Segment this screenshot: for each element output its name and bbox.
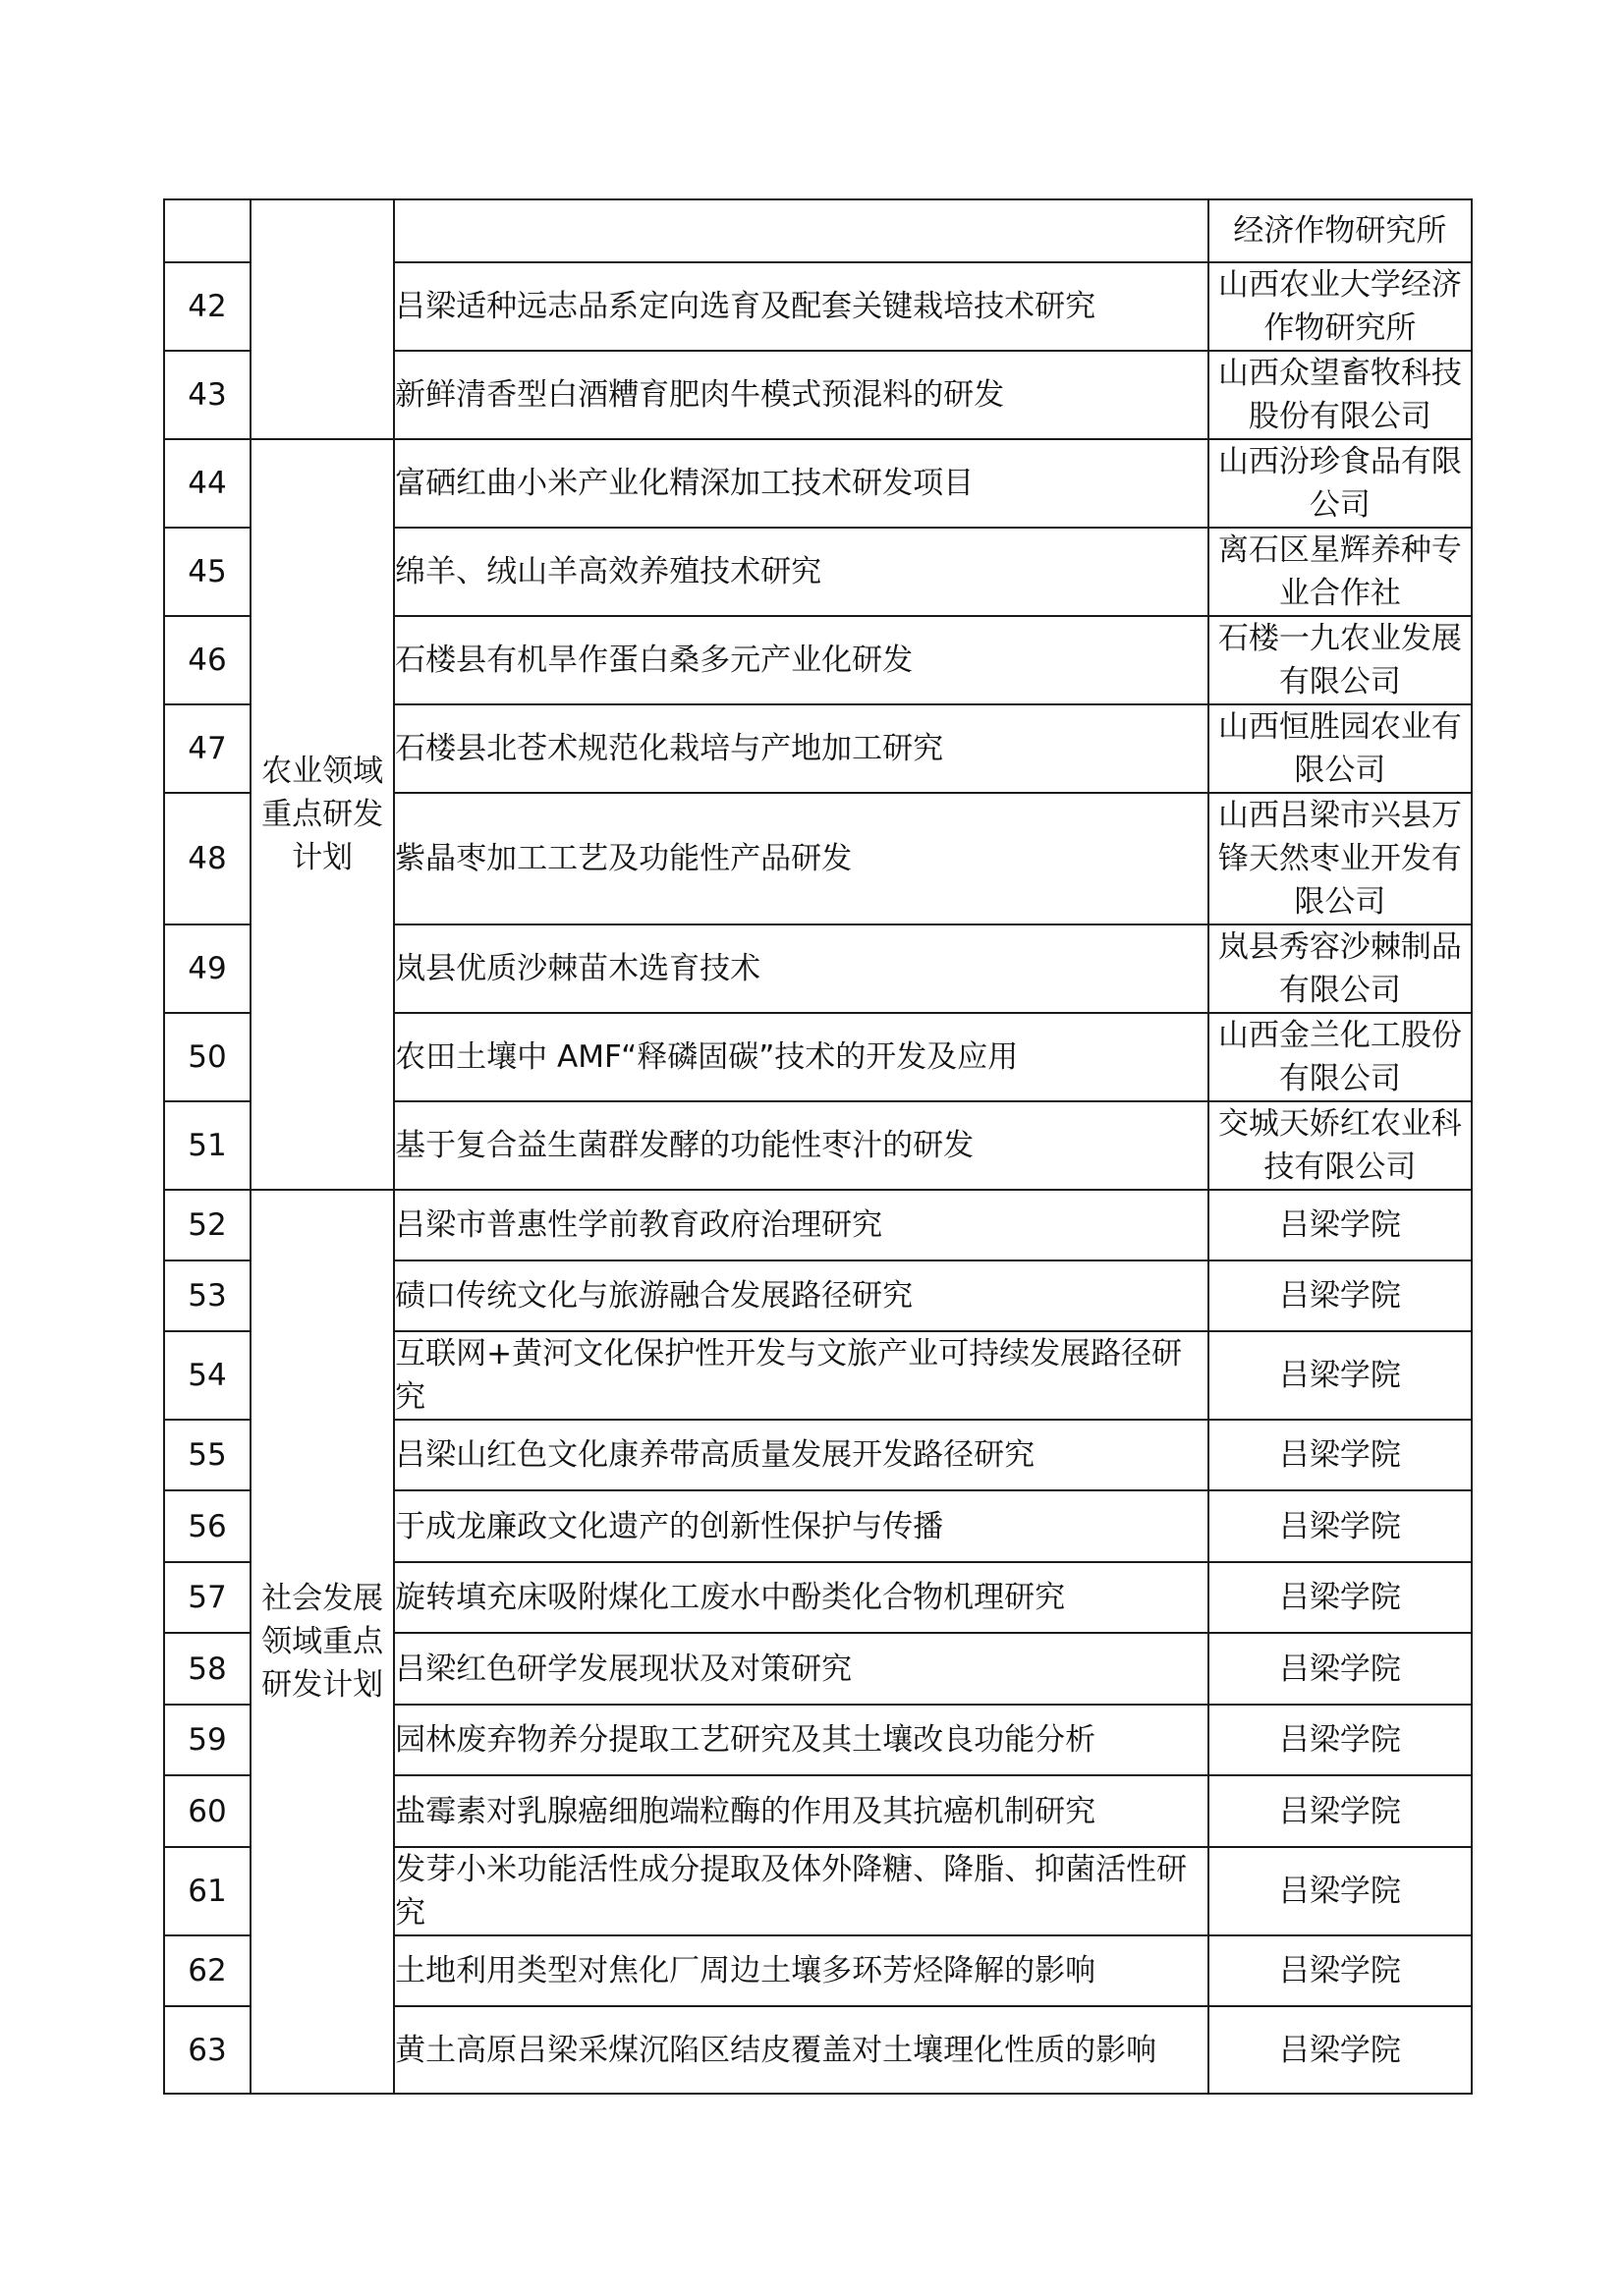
unit-name: 吕梁学院	[1208, 1775, 1472, 1847]
row-number: 54	[164, 1331, 251, 1420]
project-name: 吕梁红色研学发展现状及对策研究	[394, 1633, 1208, 1705]
category-cell	[251, 439, 394, 1190]
unit-name: 经济作物研究所	[1208, 199, 1472, 262]
row-number: 62	[164, 1935, 251, 2006]
project-name: 基于复合益生菌群发酵的功能性枣汁的研发	[394, 1101, 1208, 1190]
row-number: 56	[164, 1490, 251, 1562]
row-number: 51	[164, 1101, 251, 1190]
unit-name: 吕梁学院	[1208, 1260, 1472, 1331]
row-number: 60	[164, 1775, 251, 1847]
row-number: 43	[164, 351, 251, 439]
project-name: 吕梁市普惠性学前教育政府治理研究	[394, 1190, 1208, 1260]
project-name: 盐霉素对乳腺癌细胞端粒酶的作用及其抗癌机制研究	[394, 1775, 1208, 1847]
project-name: 新鲜清香型白酒糟育肥肉牛模式预混料的研发	[394, 351, 1208, 439]
project-name	[394, 199, 1208, 262]
row-number: 57	[164, 1562, 251, 1633]
unit-name: 岚县秀容沙棘制品有限公司	[1208, 924, 1472, 1013]
project-name: 岚县优质沙棘苗木选育技术	[394, 924, 1208, 1013]
project-name: 石楼县有机旱作蛋白桑多元产业化研发	[394, 616, 1208, 704]
project-name: 发芽小米功能活性成分提取及体外降糖、降脂、抑菌活性研究	[394, 1847, 1208, 1935]
unit-name: 山西金兰化工股份有限公司	[1208, 1013, 1472, 1101]
row-number: 58	[164, 1633, 251, 1705]
row-number: 63	[164, 2006, 251, 2094]
unit-name: 吕梁学院	[1208, 1562, 1472, 1633]
row-number: 48	[164, 793, 251, 924]
project-name: 石楼县北苍术规范化栽培与产地加工研究	[394, 704, 1208, 793]
row-number: 46	[164, 616, 251, 704]
category-cell	[251, 1190, 394, 2094]
project-name: 农田土壤中 AMF“释磷固碳”技术的开发及应用	[394, 1013, 1208, 1101]
project-name: 富硒红曲小米产业化精深加工技术研发项目	[394, 439, 1208, 528]
unit-name: 吕梁学院	[1208, 1190, 1472, 1260]
project-name: 土地利用类型对焦化厂周边土壤多环芳烃降解的影响	[394, 1935, 1208, 2006]
project-name: 绵羊、绒山羊高效养殖技术研究	[394, 528, 1208, 616]
row-number: 52	[164, 1190, 251, 1260]
unit-name: 吕梁学院	[1208, 1935, 1472, 2006]
row-number	[164, 199, 251, 262]
table-row	[164, 1190, 1472, 1260]
row-number: 42	[164, 262, 251, 351]
project-name: 黄土高原吕梁采煤沉陷区结皮覆盖对土壤理化性质的影响	[394, 2006, 1208, 2094]
project-name: 旋转填充床吸附煤化工废水中酚类化合物机理研究	[394, 1562, 1208, 1633]
unit-name: 吕梁学院	[1208, 1331, 1472, 1420]
unit-name: 吕梁学院	[1208, 2006, 1472, 2094]
unit-name: 吕梁学院	[1208, 1420, 1472, 1490]
unit-name: 吕梁学院	[1208, 1705, 1472, 1775]
row-number: 44	[164, 439, 251, 528]
category-cell	[251, 199, 394, 439]
unit-name: 山西恒胜园农业有限公司	[1208, 704, 1472, 793]
unit-name: 石楼一九农业发展有限公司	[1208, 616, 1472, 704]
category-label: 社会发展领域重点研发计划	[261, 1581, 384, 1703]
row-number: 61	[164, 1847, 251, 1935]
unit-name: 吕梁学院	[1208, 1490, 1472, 1562]
table-row	[164, 199, 1472, 262]
row-number: 45	[164, 528, 251, 616]
project-name: 紫晶枣加工工艺及功能性产品研发	[394, 793, 1208, 924]
row-number: 55	[164, 1420, 251, 1490]
row-number: 49	[164, 924, 251, 1013]
table-row	[164, 439, 1472, 528]
row-number: 50	[164, 1013, 251, 1101]
unit-name: 山西农业大学经济作物研究所	[1208, 262, 1472, 351]
unit-name: 吕梁学院	[1208, 1633, 1472, 1705]
unit-name: 吕梁学院	[1208, 1847, 1472, 1935]
category-label: 农业领域重点研发计划	[261, 754, 384, 875]
project-name: 吕梁山红色文化康养带高质量发展开发路径研究	[394, 1420, 1208, 1490]
project-name: 园林废弃物养分提取工艺研究及其土壤改良功能分析	[394, 1705, 1208, 1775]
unit-name: 山西汾珍食品有限公司	[1208, 439, 1472, 528]
row-number: 53	[164, 1260, 251, 1331]
unit-name: 山西吕梁市兴县万锋天然枣业开发有限公司	[1208, 793, 1472, 924]
unit-name: 交城天娇红农业科技有限公司	[1208, 1101, 1472, 1190]
row-number: 59	[164, 1705, 251, 1775]
project-table	[163, 198, 1473, 2095]
unit-name: 山西众望畜牧科技股份有限公司	[1208, 351, 1472, 439]
project-name: 吕梁适种远志品系定向选育及配套关键栽培技术研究	[394, 262, 1208, 351]
row-number: 47	[164, 704, 251, 793]
project-name: 互联网+黄河文化保护性开发与文旅产业可持续发展路径研究	[394, 1331, 1208, 1420]
project-name: 碛口传统文化与旅游融合发展路径研究	[394, 1260, 1208, 1331]
project-name: 于成龙廉政文化遗产的创新性保护与传播	[394, 1490, 1208, 1562]
unit-name: 离石区星辉养种专业合作社	[1208, 528, 1472, 616]
